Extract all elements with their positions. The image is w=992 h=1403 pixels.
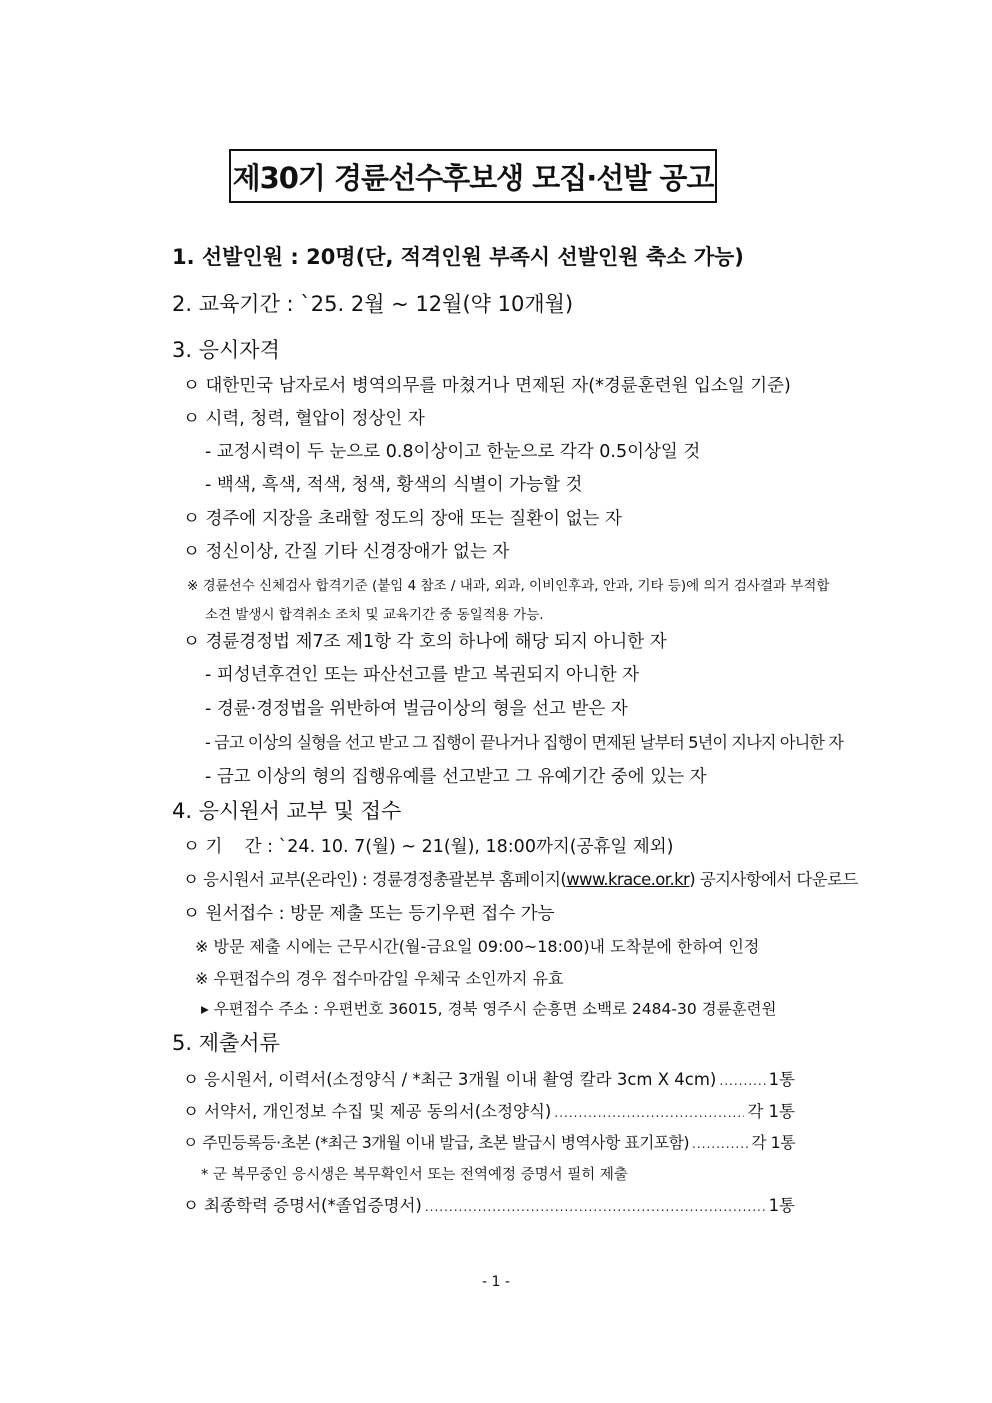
law-clause-1: - 피성년후견인 또는 파산선고를 받고 복권되지 아니한 자	[205, 665, 640, 685]
eligibility-law: ㅇ 경륜경정법 제7조 제1항 각 호의 하나에 해당 되지 아니한 자	[183, 632, 667, 652]
application-download-suffix: ) 공지사항에서 다운로드	[689, 870, 858, 889]
leader-dots	[554, 1106, 744, 1120]
application-submission: ㅇ 원서접수 : 방문 제출 또는 등기우편 접수 가능	[183, 904, 555, 924]
mail-address: ▸ 우편접수 주소 : 우편번호 36015, 경북 영주시 순흥면 소백로 2484-30 경륜훈련원	[201, 1000, 777, 1018]
eligibility-disability: ㅇ 경주에 지장을 초래할 정도의 장애 또는 질환이 없는 자	[183, 509, 622, 529]
section-4-heading: 4. 응시원서 교부 및 접수	[172, 799, 402, 823]
leader-dots	[692, 1137, 748, 1151]
section-5-heading: 5. 제출서류	[172, 1031, 280, 1055]
eligibility-color: - 백색, 흑색, 적색, 청색, 황색의 식별이 가능할 것	[205, 475, 583, 495]
document-quantity: 1통	[768, 1196, 795, 1215]
document-quantity: 1통	[768, 1070, 795, 1089]
section-3-heading: 3. 응시자격	[172, 338, 280, 362]
mail-submission-note: ※ 우편접수의 경우 접수마감일 우체국 소인까지 유효	[195, 969, 564, 988]
title-box	[229, 149, 717, 203]
law-clause-2: - 경륜·경정법을 위반하여 벌금이상의 형을 선고 받은 자	[205, 699, 628, 719]
document-item-application	[183, 1066, 795, 1090]
application-download-text: ㅇ 응시원서 교부(온라인) : 경륜경정총괄본부 홈페이지(	[183, 870, 567, 889]
document-quantity: 각 1통	[751, 1133, 795, 1152]
leader-dots	[719, 1074, 765, 1088]
section-1-label: 1. 선발인원 :	[172, 245, 307, 269]
document-label: ㅇ 서약서, 개인정보 수집 및 제공 동의서(소정양식)	[183, 1102, 552, 1121]
section-1-value: 20명(단, 적격인원 부족시 선발인원 축소 가능)	[306, 245, 744, 269]
eligibility-military: ㅇ 대한민국 남자로서 병역의무를 마쳤거나 면제된 자(*경륜훈련원 입소일 기준)	[183, 376, 791, 396]
physical-exam-note-line2: 소견 발생시 합격취소 조치 및 교육기간 중 동일적용 가능.	[205, 607, 544, 623]
law-clause-4: - 금고 이상의 형의 집행유예를 선고받고 그 유예기간 중에 있는 자	[205, 767, 707, 787]
document-item-resident-registration	[183, 1130, 795, 1153]
document-item-pledge	[183, 1098, 795, 1122]
page-title: 제30기 경륜선수후보생 모집·선발 공고	[232, 160, 714, 195]
section-1-recruit-count	[172, 241, 744, 271]
application-download	[183, 866, 858, 890]
eligibility-mental: ㅇ 정신이상, 간질 기타 신경장애가 없는 자	[183, 542, 510, 562]
document-quantity: 각 1통	[747, 1102, 795, 1121]
visit-submission-note: ※ 방문 제출 시에는 근무시간(월-금요일 09:00~18:00)내 도착분에 한하여 인정	[195, 937, 760, 956]
page-number: - 1 -	[482, 1274, 510, 1290]
section-2-training-period: 2. 교육기간 : `25. 2월 ~ 12월(약 10개월)	[172, 292, 574, 316]
leader-dots	[425, 1200, 766, 1214]
homepage-link[interactable]: www.krace.or.kr	[566, 870, 690, 889]
physical-exam-note-line1: ※ 경륜선수 신체검사 합격기준 (붙임 4 참조 / 내과, 외과, 이비인후과, 안과, 기타 등)에 의거 검사결과 부적합	[187, 578, 830, 594]
military-service-note: * 군 복무중인 응시생은 복무확인서 또는 전역예정 증명서 필히 제출	[201, 1167, 628, 1183]
eligibility-vision: - 교정시력이 두 눈으로 0.8이상이고 한눈으로 각각 0.5이상일 것	[205, 442, 701, 462]
law-clause-3: - 금고 이상의 실형을 선고 받고 그 집행이 끝나거나 집행이 면제된 날부터 5년이 지나지 아니한 자	[205, 733, 844, 752]
document-item-education	[183, 1192, 795, 1216]
application-period: ㅇ 기 간 : `24. 10. 7(월) ~ 21(월), 18:00까지(공휴일 제외)	[183, 837, 674, 857]
document-label: ㅇ 주민등록등·초본 (*최근 3개월 이내 발급, 초본 발급시 병역사항 표기포함)	[183, 1133, 690, 1152]
document-label: ㅇ 응시원서, 이력서(소정양식 / *최근 3개월 이내 촬영 칼라 3cm X 4cm)	[183, 1070, 717, 1089]
eligibility-health: ㅇ 시력, 청력, 혈압이 정상인 자	[183, 409, 425, 429]
document-label: ㅇ 최종학력 증명서(*졸업증명서)	[183, 1196, 422, 1215]
